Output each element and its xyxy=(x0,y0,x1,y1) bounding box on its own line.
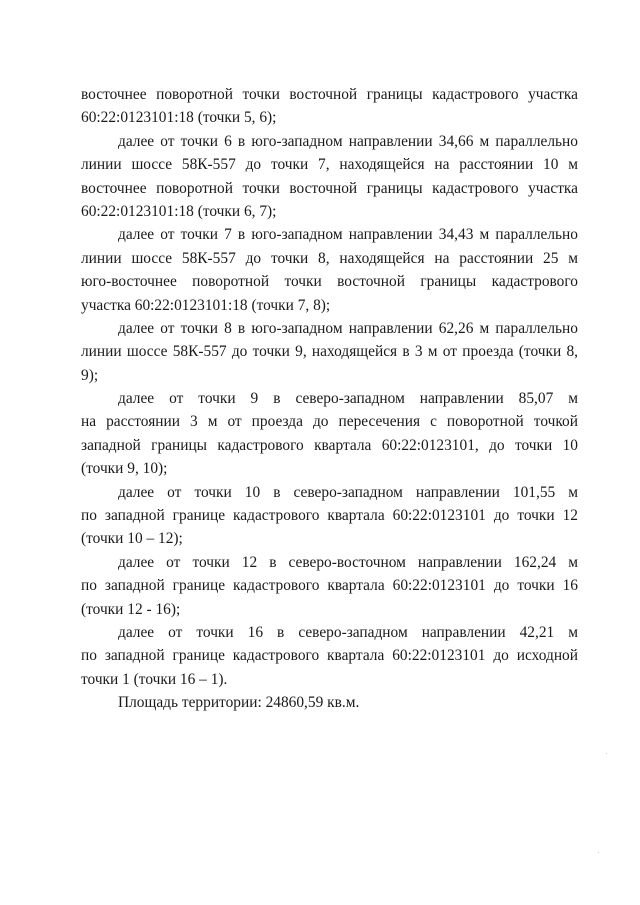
document-body xyxy=(81,83,578,715)
paragraph-p7 xyxy=(81,551,578,621)
paragraph-p6 xyxy=(81,481,578,551)
text-line: западной границы кадастрового квартала 60:22:0123101, до точки 10 xyxy=(81,436,578,454)
text-line: (точки 12 - 16); xyxy=(81,600,181,618)
text-line: далее от точки 16 в северо-западном направлении 42,21 м xyxy=(118,623,578,641)
paragraph-p1 xyxy=(81,83,578,130)
text-line: по западной границе кадастрового квартала 60:22:0123101 до точки 16 xyxy=(81,577,578,595)
scan-speck xyxy=(606,753,607,754)
text-line: далее от точки 12 в северо-восточном направлении 162,24 м xyxy=(118,553,578,571)
text-line: юго-восточнее поворотной точки восточной границы кадастрового xyxy=(81,273,578,291)
text-line: участка 60:22:0123101:18 (точки 7, 8); xyxy=(81,296,331,314)
text-line: (точки 9, 10); xyxy=(81,460,168,478)
text-line: 60:22:0123101:18 (точки 5, 6); xyxy=(81,109,277,127)
text-line: (точки 10 – 12); xyxy=(81,530,183,548)
text-line: далее от точки 7 в юго-западном направлении 34,43 м параллельно xyxy=(118,226,578,244)
paragraph-p4 xyxy=(81,317,578,387)
paragraph-p5 xyxy=(81,387,578,481)
text-line: линии шоссе 58К-557 до точки 9, находящейся в 3 м от проезда (точки 8, xyxy=(81,343,578,361)
text-line: далее от точки 6 в юго-западном направлении 34,66 м параллельно xyxy=(118,132,578,150)
text-line: точки 1 (точки 16 – 1). xyxy=(81,670,228,688)
text-line: 60:22:0123101:18 (точки 6, 7); xyxy=(81,202,277,220)
text-line: по западной границе кадастрового квартала 60:22:0123101 до исходной xyxy=(81,647,578,665)
paragraph-p2 xyxy=(81,130,578,224)
text-line: восточнее поворотной точки восточной границы кадастрового участка xyxy=(81,86,578,103)
paragraph-p3 xyxy=(81,223,578,317)
text-line: Площадь территории: 24860,59 кв.м. xyxy=(118,694,360,712)
text-line: далее от точки 10 в северо-западном направлении 101,55 м xyxy=(118,483,578,501)
text-line: далее от точки 8 в юго-западном направлении 62,26 м параллельно xyxy=(118,319,578,337)
text-line: 9); xyxy=(81,366,99,384)
text-line: линии шоссе 58К-557 до точки 8, находящейся на расстоянии 25 м xyxy=(81,249,578,267)
paragraph-p9 xyxy=(81,691,578,714)
text-line: по западной границе кадастрового квартала 60:22:0123101 до точки 12 xyxy=(81,507,578,525)
text-line: восточнее поворотной точки восточной границы кадастрового участка xyxy=(81,179,578,197)
scan-speck xyxy=(598,852,599,853)
paragraph-p8 xyxy=(81,621,578,691)
text-line: далее от точки 9 в северо-западном направлении 85,07 м xyxy=(118,390,578,408)
text-line: на расстоянии 3 м от проезда до пересечения с поворотной точкой xyxy=(81,413,578,431)
text-line: линии шоссе 58К-557 до точки 7, находящейся на расстоянии 10 м xyxy=(81,156,578,174)
